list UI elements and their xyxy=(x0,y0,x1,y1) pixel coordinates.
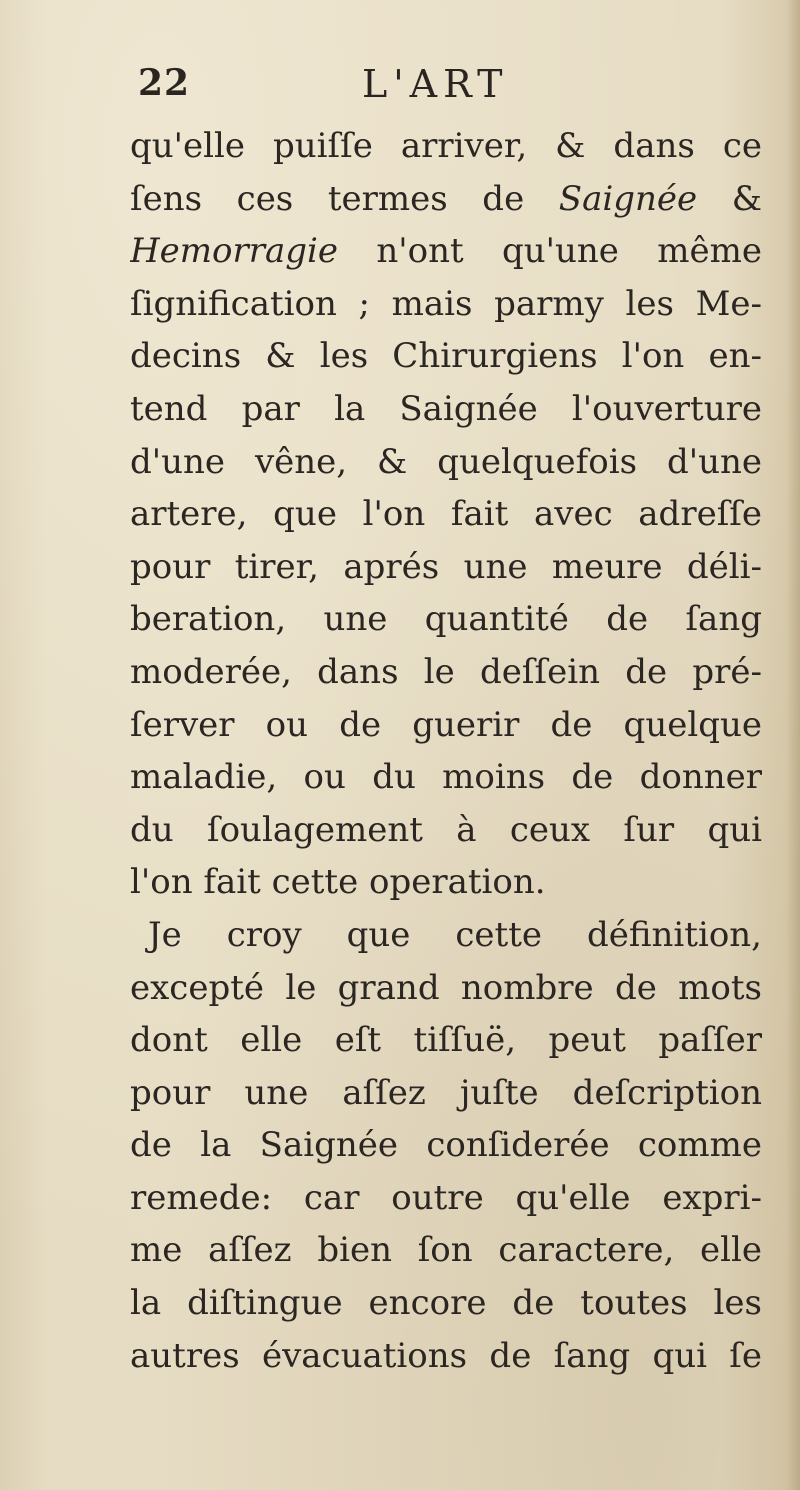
text-line: ſerver ou de guerir de quelque xyxy=(130,704,762,745)
italic-term: Saignée xyxy=(558,178,698,219)
page-edge-shadow xyxy=(786,0,800,1490)
italic-term: Hemorragie xyxy=(130,231,339,272)
text-run: ſens ces termes de xyxy=(130,178,559,219)
text-line: dont elle eſt tiſſuë, peut paſſer xyxy=(130,1020,762,1061)
text-run: & xyxy=(697,178,762,219)
text-line: tend par la Saignée l'ouverture xyxy=(130,388,762,429)
text-line: qu'elle puiſſe arriver, & dans ce xyxy=(130,126,762,166)
text-line xyxy=(130,225,762,278)
text-line: decins & les Chirurgiens l'on en- xyxy=(130,336,762,377)
text-line: moderée, dans le deſſein de pré- xyxy=(130,651,762,692)
text-run: n'ont qu'une même xyxy=(338,231,762,272)
text-line: la diſtingue encore de toutes les xyxy=(130,1283,762,1324)
text-line: beration, une quantité de ſang xyxy=(130,599,762,640)
text-line: pour tirer, aprés une meure déli- xyxy=(130,546,762,587)
text-line: ſignification ; mais parmy les Me- xyxy=(130,283,762,324)
text-line: artere, que l'on fait avec adreſſe xyxy=(130,494,762,535)
paragraph xyxy=(130,909,770,1382)
text-line: d'une vêne, & quelquefois d'une xyxy=(130,441,762,482)
paragraph xyxy=(130,120,770,909)
text-line: autres évacuations de ſang qui ſe xyxy=(130,1335,762,1376)
text-line: excepté le grand nombre de mots xyxy=(130,967,762,1008)
text-line: me aſſez bien ſon caractere, elle xyxy=(130,1230,762,1271)
page-number: 22 xyxy=(138,62,191,104)
text-line: du ſoulagement à ceux ſur qui xyxy=(130,809,762,850)
text-line: de la Saignée conſiderée comme xyxy=(130,1125,762,1166)
text-line: Je croy que cette définition, xyxy=(148,914,762,955)
text-line: pour une aſſez juſte deſcription xyxy=(130,1072,762,1113)
running-head: L'ART xyxy=(362,62,509,106)
text-line: remede: car outre qu'elle expri- xyxy=(130,1177,762,1218)
page-header xyxy=(132,62,662,112)
text-line xyxy=(130,173,762,226)
text-line: maladie, ou du moins de donner xyxy=(130,757,762,798)
body-text xyxy=(130,120,770,1382)
text-line: l'on fait cette operation. xyxy=(130,862,546,903)
